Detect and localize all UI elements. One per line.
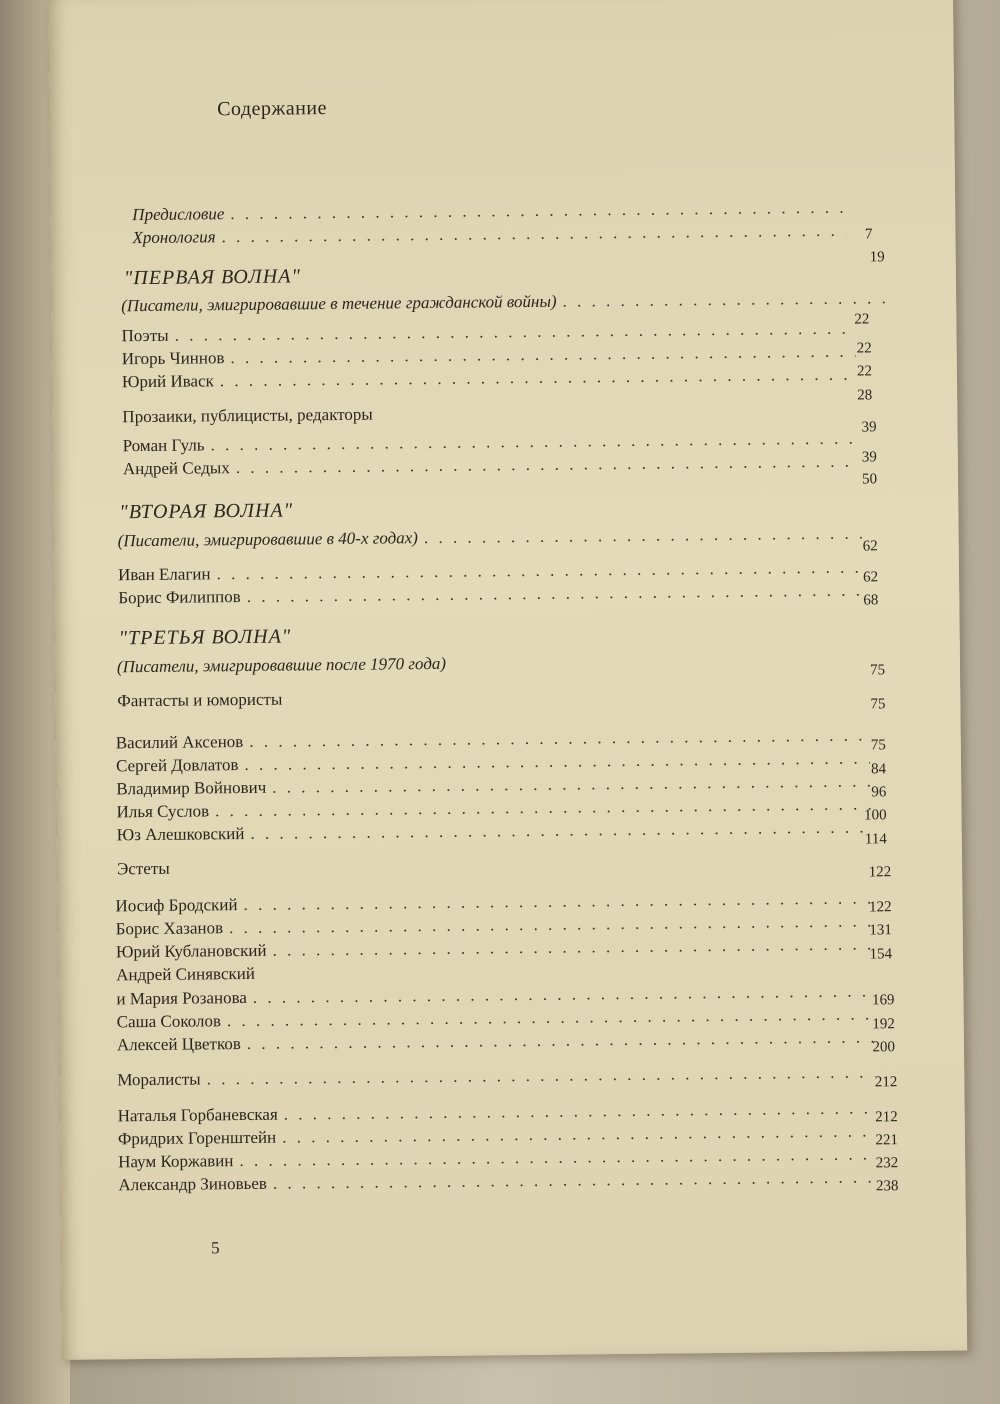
toc-page: 100 [864, 807, 887, 824]
toc-page: 212 [875, 1109, 898, 1126]
toc-label: Фантасты и юмористы [117, 689, 283, 711]
toc-page: 68 [863, 592, 879, 609]
toc-page: 22 [856, 363, 873, 380]
toc-page: 75 [870, 696, 886, 713]
toc-label: Борис Хазанов [115, 918, 224, 939]
toc-label: (Писатели, эмигрировавшие после 1970 года) [116, 653, 447, 677]
toc-leader [563, 288, 896, 311]
toc-page: 7 [864, 226, 873, 243]
toc-page: 62 [862, 538, 878, 555]
toc-page: 28 [857, 387, 873, 404]
toc-label: (Писатели, эмигрировавшие в течение гражданской войны) [121, 291, 557, 316]
toc-label: Роман Гуль [122, 435, 205, 456]
toc-page: 22 [854, 311, 870, 328]
page-title: Содержание [217, 97, 328, 121]
section-heading: "ВТОРАЯ ВОЛНА" [119, 499, 294, 524]
toc-page: 232 [875, 1155, 899, 1172]
toc-label: Александр Зиновьев [118, 1173, 268, 1195]
toc-label: Юрий Кублановский [115, 940, 267, 962]
toc-page: 84 [871, 761, 887, 778]
toc-label: Андрей Седых [122, 458, 230, 479]
toc-label: Наталья Горбаневская [117, 1104, 278, 1126]
toc-row [118, 523, 868, 553]
toc-label: Поэты [121, 325, 169, 346]
toc-page: 169 [871, 992, 895, 1009]
toc-leader [230, 198, 846, 224]
toc-row [117, 851, 877, 881]
toc-page: 75 [870, 737, 886, 754]
toc-label: Иосиф Бродский [115, 895, 238, 916]
toc-row [117, 683, 877, 713]
toc-label: Владимир Войнович [116, 777, 267, 799]
toc-page: 19 [869, 249, 885, 266]
toc-label: и Мария Розанова [116, 987, 247, 1009]
section-heading: "ПЕРВАЯ ВОЛНА" [123, 265, 301, 290]
toc-page: 122 [868, 899, 892, 916]
toc-page: 22 [856, 340, 872, 357]
toc-page: 154 [869, 946, 893, 963]
toc-leader [210, 429, 856, 456]
toc-label: Борис Филиппов [118, 587, 241, 608]
toc-page: 131 [869, 922, 892, 939]
toc-page: 50 [861, 471, 878, 488]
toc-label: Предисловие [132, 204, 225, 225]
toc-label: Сергей Довлатов [115, 755, 239, 776]
toc-row [122, 399, 862, 429]
toc-leader [175, 319, 856, 346]
toc-row [121, 288, 901, 318]
toc-page: 200 [872, 1039, 896, 1056]
toc-page: 122 [868, 864, 892, 881]
toc-leader [253, 981, 875, 1008]
toc-label: Юрий Иваск [121, 371, 214, 392]
toc-page: 75 [869, 662, 886, 679]
toc-label: Игорь Чиннов [121, 348, 225, 369]
toc-label: Фридрих Горенштейн [117, 1127, 277, 1149]
toc-label: Саша Соколов [116, 1011, 222, 1032]
toc-label: Хронология [132, 227, 216, 248]
toc-leader [216, 558, 862, 585]
page-number: 5 [210, 1238, 220, 1258]
toc-page: 96 [871, 784, 887, 801]
toc-page: 221 [875, 1132, 899, 1149]
toc-leader [249, 725, 870, 751]
toc-label: Моралисты [117, 1069, 201, 1090]
toc-leader [207, 1062, 876, 1089]
toc-row [117, 1062, 881, 1092]
book-page [48, 0, 967, 1360]
toc-label: Наум Коржавин [118, 1151, 234, 1172]
toc-label: Иван Елагин [117, 564, 211, 585]
section-heading: "ТРЕТЬЯ ВОЛНА" [118, 625, 292, 650]
toc-page: 39 [861, 449, 877, 466]
toc-leader [424, 524, 862, 549]
toc-label: Эстеты [117, 858, 170, 879]
toc-page: 238 [875, 1178, 899, 1195]
toc-label: (Писатели, эмигрировавшие в 40-х годах) [117, 528, 419, 551]
toc-leader [243, 888, 873, 915]
toc-page: 62 [863, 569, 879, 586]
toc-label: Василий Аксенов [115, 731, 244, 753]
toc-leader [284, 1098, 876, 1124]
toc-label: Алексей Цветков [116, 1034, 241, 1055]
toc-label: Андрей Синявский [116, 963, 256, 985]
toc-label: Прозаики, публицисты, редакторы [122, 404, 373, 427]
toc-page: 192 [872, 1016, 895, 1033]
toc-page: 39 [861, 419, 877, 436]
toc-label: Юз Алешковский [116, 823, 245, 845]
toc-page: 114 [864, 831, 887, 848]
toc-row [117, 649, 877, 679]
toc-label: Илья Суслов [116, 801, 210, 822]
toc-page: 212 [874, 1074, 898, 1091]
